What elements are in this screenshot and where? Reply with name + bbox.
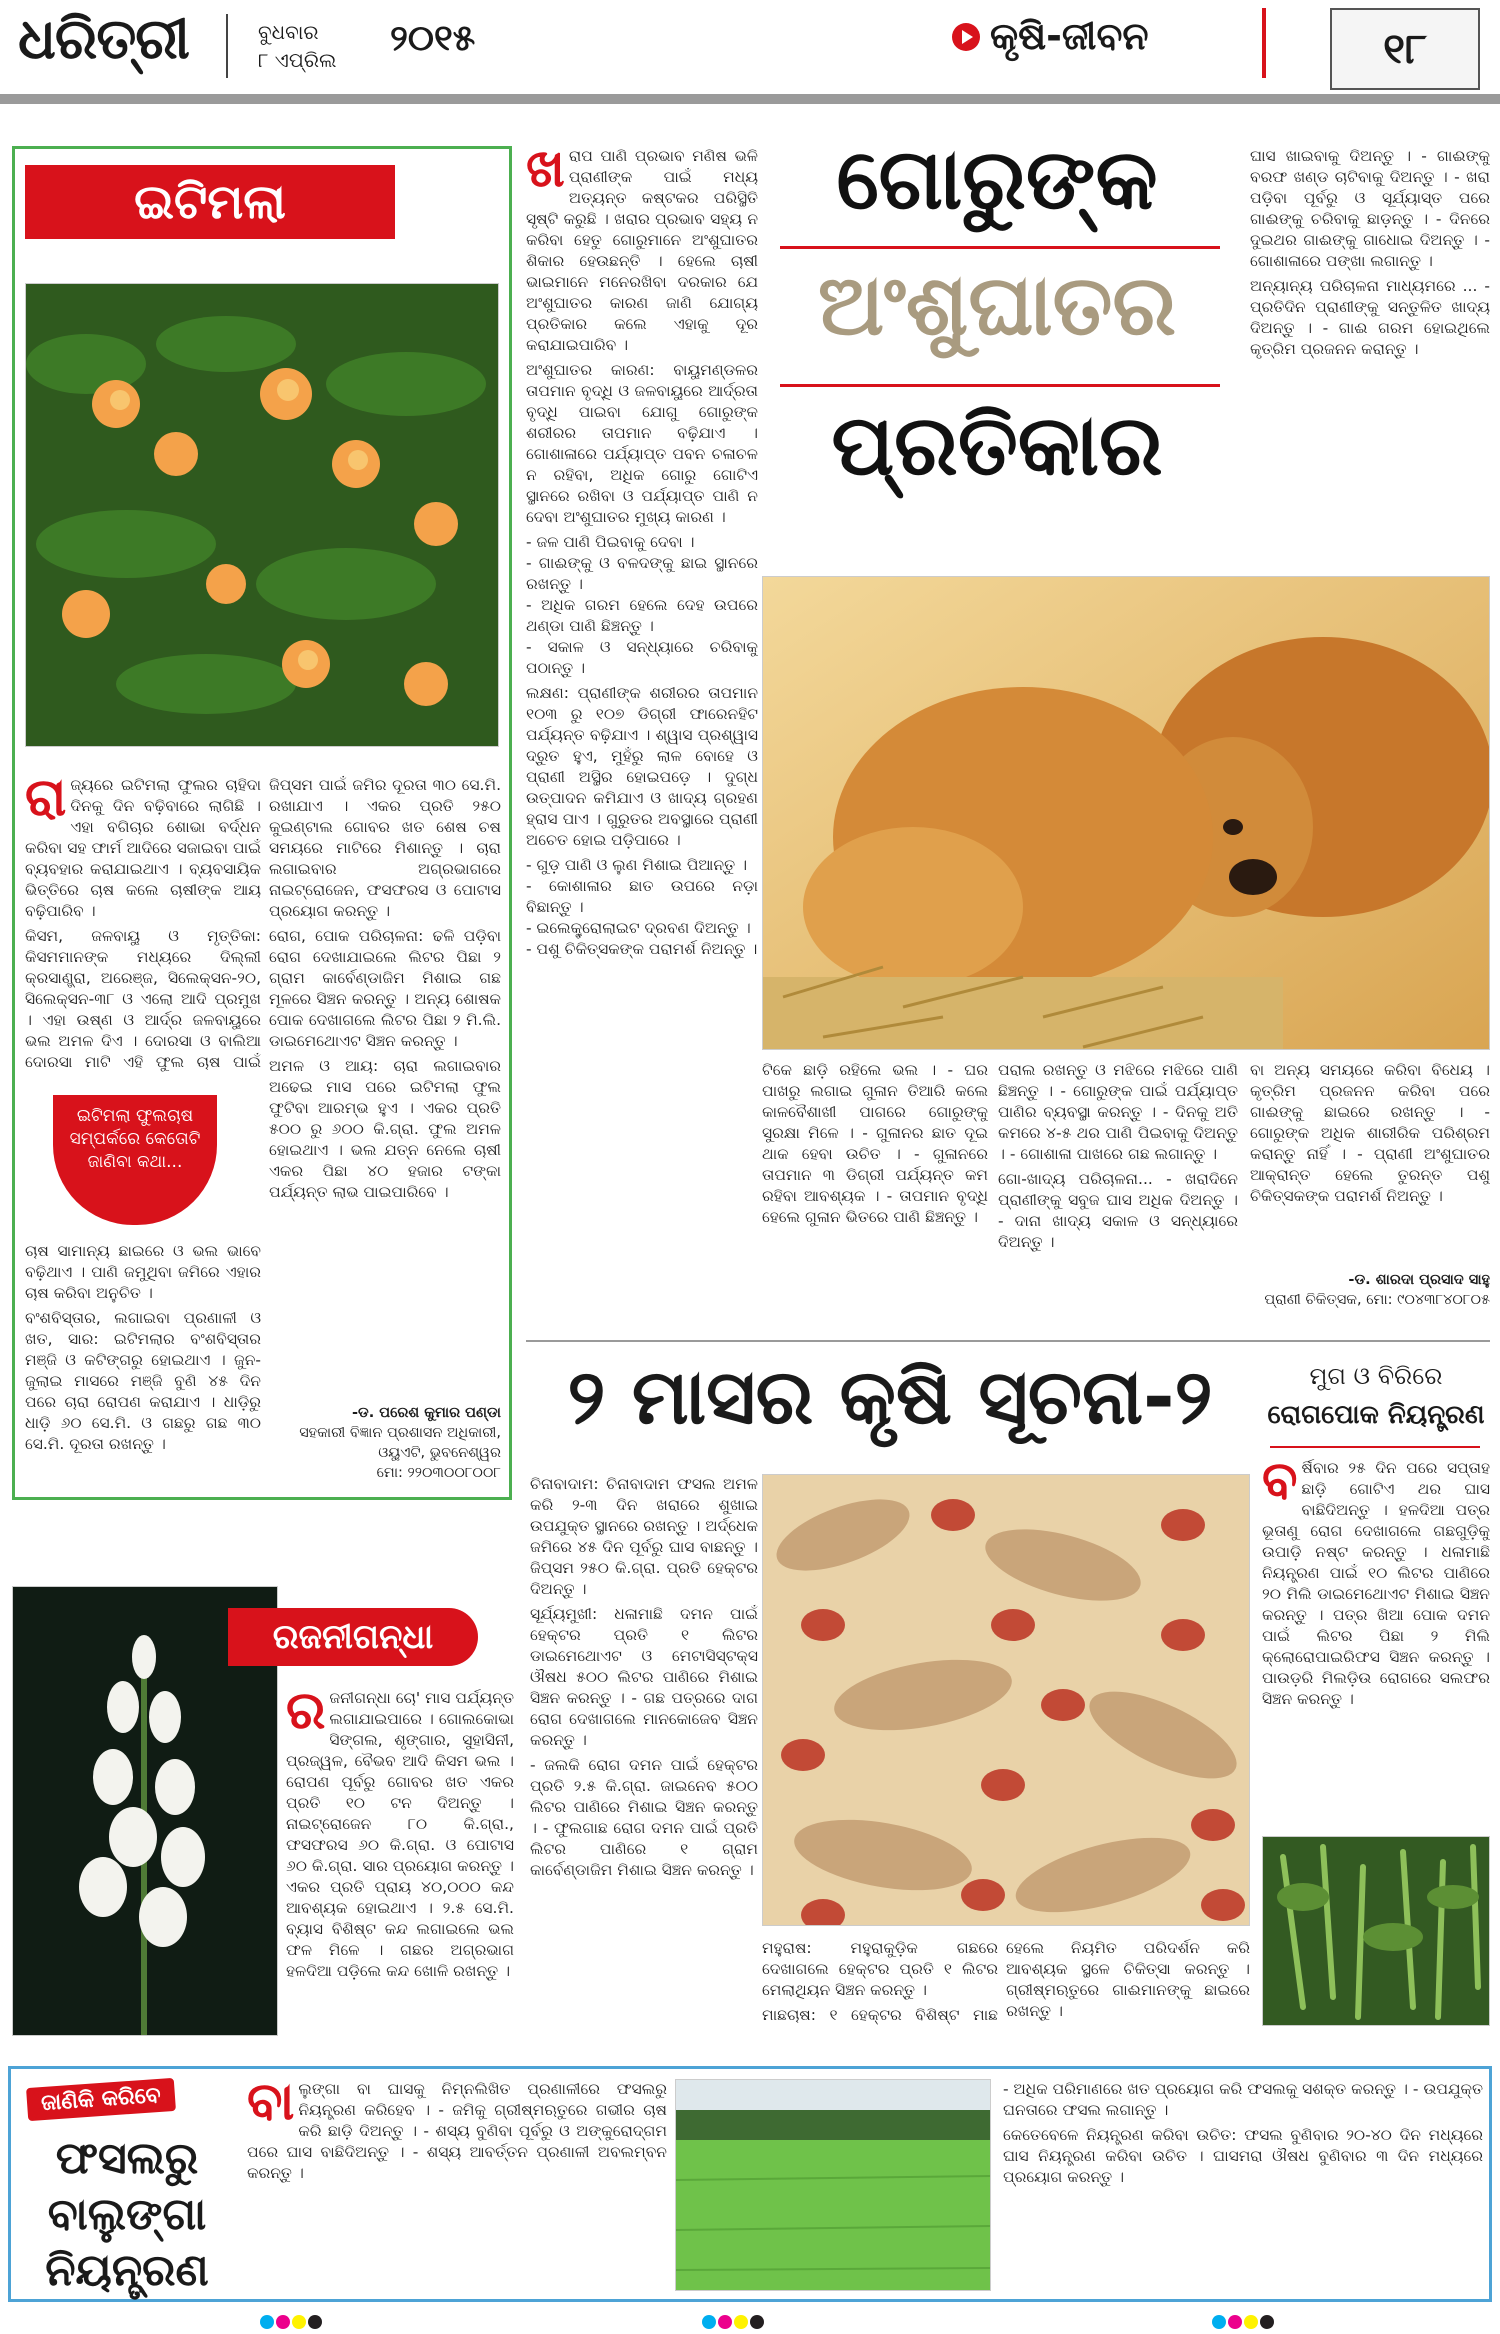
krishi-col2 (762, 1938, 998, 2028)
itimala-para: ଜିପ୍ସମ ପାଇଁ ଜମିର ଦୂରତା ୩୦ ସେ.ମି. ରଖାଯାଏ । ଏକର ପ୍ରତି ୨୫୦ କୁଇଣ୍ଟାଲ ଗୋବର ଖତ ଶେଷ ଚଷ ସମୟରେ ମାଟିରେ ମିଶାନ୍ତୁ । ଚାରା ଲଗାଇବାର ଅଗ୍ରଭାଗରେ ନାଇଟ୍ରୋଜେନ, ଫସଫରସ ଓ ପୋଟାସ ପ୍ରୟୋଗ କରନ୍ତୁ । (269, 776, 501, 920)
balunga-col1 (247, 2079, 667, 2295)
balunga-para: - ଅଧିକ ପରିମାଣରେ ଖତ ପ୍ରୟୋଗ କରି ଫସଲକୁ ସଶକ୍ତ କରନ୍ତୁ । - ଉପଯୁକ୍ତ ଘନତାରେ ଫସଲ ଲଗାନ୍ତୁ । (1003, 2080, 1483, 2119)
paddy-field-image (676, 2080, 991, 2291)
masthead-logo: ଧରିତ୍ରୀ (18, 6, 189, 72)
cyan-mark (1212, 2315, 1226, 2329)
krishi-para: ମହୁରାଷ: ମହୁରାକୁଡ଼ିକ ଗଛରେ ଦେଖାଗଲେ ହେକ୍ଟର ପ୍ରତି ୧ ଲିଟର ମେଲାଥିୟନ ସିଞ୍ଚନ କରନ୍ତୁ । (762, 1939, 998, 1999)
krishi-para: ହେଲେ ନିୟମିତ ପରିଦର୍ଶନ କରି ଆବଶ୍ୟକ ସ୍ଥଳେ ଚିକିତ୍ସା କରନ୍ତୁ । ଗ୍ରୀଷ୍ମଋତୁରେ ଗାଈମାନଙ୍କୁ ଛାଇରେ ରଖନ୍ତୁ । (1006, 1939, 1250, 2020)
section-divider (1262, 8, 1266, 78)
rajanigandha-title: ରଜନୀଗନ୍ଧା (228, 1608, 478, 1666)
krishi-para: ମାଛଚାଷ: ୧ ହେକ୍ଟର ବିଶିଷ୍ଟ ମାଛ (762, 2006, 998, 2024)
cow-para: ରାପ ପାଣି ପ୍ରଭାବ ମଣିଷ ଭଳି ପ୍ରାଣୀଙ୍କ ପାଇଁ ମଧ୍ୟ ଅତ୍ୟନ୍ତ କଷ୍ଟକର ପରିସ୍ଥିତି ସୃଷ୍ଟି କରୁଛି । ଖରାର ପ୍ରଭାବ ସହ୍ୟ ନ କରିବା ହେତୁ ଗୋରୁମାନେ ଅଂଶୁଘାତର ଶିକାର ହେଉଛନ୍ତି । ହେଲେ ଚାଷୀ ଭାଇମାନେ ମନେରଖିବା ଦରକାର ଯେ ଅଂଶୁଘାତର କାରଣ ଜାଣି ଯୋଗ୍ୟ ପ୍ରତିକାର କଲେ ଏହାକୁ ଦୂର କରାଯାଇପାରିବ । (526, 147, 758, 354)
groundnut-image (763, 1475, 1250, 1926)
field-photo (675, 2079, 991, 2291)
cow-col1 (526, 146, 758, 1182)
section-rule (526, 1340, 1490, 1342)
dropcap: ଖ (526, 146, 565, 199)
mung-title-line1: ମୁଗ ଓ ବିରିରେ (1309, 1362, 1443, 1390)
itimala-flowers-image (26, 284, 499, 747)
beans-image (1263, 1837, 1490, 2026)
mung-rule (1270, 1446, 1480, 1448)
masthead-date (258, 18, 336, 74)
cow-below-col3 (1250, 1060, 1490, 1260)
calves-image (763, 577, 1490, 1050)
cow-para: ଟିକେ ଛାଡ଼ି ରହିଲେ ଭଲ । - ଘର ପାଖରୁ ଲଗାଇ ଗୁଳାନ ତିଆରି କଲେ କାଳବୈଶାଖୀ ପାଗରେ ଗୋରୁଙ୍କୁ ସୁରକ୍ଷା ମିଳେ । - ଗୁଳାନର ଛାତ ଦୂଇ ଥାକ ହେବା ଉଚିତ । - ଗୁଳାନରେ ତାପମାନ ୩ ଡିଗ୍ରୀ ପର୍ଯ୍ୟନ୍ତ କମ ରହିବା ଆବଶ୍ୟକ । - ତାପମାନ ବୃଦ୍ଧି ହେଲେ ଗୁଳାନ ଭିତରେ ପାଣି ଛିଞ୍ଚନ୍ତୁ । (762, 1061, 988, 1226)
balunga-para: ଲୁଙ୍ଗା ବା ଘାସକୁ ନିମ୍ନଲିଖିତ ପ୍ରଣାଳୀରେ ଫସଲରୁ ନିୟନ୍ତ୍ରଣ କରିହେବ । - ଜମିକୁ ଗ୍ରୀଷ୍ମଋତୁରେ ଗଭୀର ଚାଷ କରି ଛାଡ଼ି ଦିଅନ୍ତୁ । - ଶସ୍ୟ ବୁଣିବା ପୂର୍ବରୁ ଓ ଅଙ୍କୁରୋଦ୍ଗମ ପରେ ଘାସ ବାଛିଦିଅନ୍ତୁ । - ଶସ୍ୟ ଆବର୍ତ୍ତନ ପ୍ରଣାଳୀ ଅବଲମ୍ବନ କରନ୍ତୁ । (247, 2080, 667, 2182)
balunga-title-line1: ଫସଲରୁ (55, 2133, 199, 2184)
itimala-box (12, 146, 512, 1500)
cow-title-rule (780, 246, 1220, 249)
masthead-rule (0, 94, 1500, 104)
byline-name: -ଡ. ଶାରଦା ପ୍ରସାଦ ସାହୁ (1348, 1272, 1490, 1288)
yellow-mark (292, 2315, 306, 2329)
cow-para: ବା ଅନ୍ୟ ସମୟରେ କରିବା ବିଧେୟ । କୃତ୍ରିମ ପ୍ରଜନନ କରିବା ପରେ ଗାଈଙ୍କୁ ଛାଇରେ ରଖନ୍ତୁ । - ଗୋରୁଙ୍କ ଅଧିକ ଶାରୀରିକ ପରିଶ୍ରମ କରାନ୍ତୁ ନାହିଁ । - ପ୍ରାଣୀ ଅଂଶୁଘାତର ଆକ୍ରାନ୍ତ ହେଲେ ତୁରନ୍ତ ପଶୁ ଚିକିତ୍ସକଙ୍କ ପରାମର୍ଶ ନିଅନ୍ତୁ । (1250, 1061, 1490, 1205)
itimala-byline (269, 1403, 501, 1495)
black-mark (308, 2315, 322, 2329)
yellow-mark (734, 2315, 748, 2329)
magenta-mark (1228, 2315, 1242, 2329)
mung-text-block (1262, 1458, 1490, 1828)
cow-title-rule (780, 384, 1220, 387)
itimala-callout: ଇଟିମଲା ଫୁଲଚାଷ ସମ୍ପର୍କରେ କେତୋଟି ଜାଣିବା କଥା... (53, 1095, 217, 1225)
dropcap: ବା (247, 2079, 295, 2132)
krishi-title: ୨ ମାସର କୃଷି ସୂଚନା-୨ (567, 1352, 1213, 1441)
registration-marks (1212, 2314, 1276, 2333)
cow-list: - ଜଳ ପାଣି ପିଇବାକୁ ଦେବା । - ଗାଈଙ୍କୁ ଓ ବଳଦଙ୍କୁ ଛାଇ ସ୍ଥାନରେ ରଖନ୍ତୁ । - ଅଧିକ ଗରମ ହେଲେ ଦେହ ଉପରେ ଥଣ୍ଡା ପାଣି ଛିଞ୍ଚନ୍ତୁ । - ସକାଳ ଓ ସନ୍ଧ୍ୟାରେ ଚରିବାକୁ ପଠାନ୍ତୁ । (526, 533, 758, 677)
byline-title: ସହକାରୀ ବିଜ୍ଞାନ ପ୍ରଶାସନ ଅଧିକାରୀ, ଓୟୁଏଟି, ଭୁବନେଶ୍ୱର (299, 1425, 501, 1461)
byline-title: ପ୍ରାଣୀ ଚିକିତ୍ସକ, ମୋ: ୯୦୪୩୮୪୦୮୦୫ (1264, 1292, 1490, 1308)
masthead (0, 0, 1500, 106)
black-mark (1260, 2315, 1274, 2329)
dropcap: ବ (1262, 1458, 1298, 1511)
masthead-year: ୨୦୧୫ (390, 18, 476, 59)
krishi-col3 (1006, 1938, 1250, 2028)
itimala-para: ଜ୍ୟରେ ଇଟିମଲା ଫୁଲର ଚାହିଦା ଦିନକୁ ଦିନ ବଢ଼ିବାରେ ଲାଗିଛି । ଏହା ବଗିଚାର ଶୋଭା ବର୍ଦ୍ଧନ କରିବା ସହ ଫାର୍ମ ଆଦିରେ ସଜାଇବା ପାଇଁ ବ୍ୟବହାର କରାଯାଇଥାଏ । ବ୍ୟବସାୟିକ ଭିତ୍ତିରେ ଚାଷ କଲେ ଚାଷୀଙ୍କ ଆୟ ବଢ଼ିପାରିବ । (25, 776, 261, 920)
balunga-col2 (1003, 2079, 1483, 2295)
groundnut-photo (762, 1474, 1250, 1926)
krishi-para: ଚିନାବାଦାମ: ଚିନାବାଦାମ ଫସଲ ଅମଳ କରି ୨-୩ ଦିନ ଖରାରେ ଶୁଖାଇ ଉପଯୁକ୍ତ ସ୍ଥାନରେ ରଖନ୍ତୁ । ଅର୍ଦ୍ଧେକ ଜମିରେ ୪୫ ଦିନ ପୂର୍ବରୁ ଘାସ ବାଛନ୍ତୁ । ଜିପ୍ସମ ୨୫୦ କି.ଗ୍ରା. ପ୍ରତି ହେକ୍ଟର ଦିଅନ୍ତୁ । (530, 1475, 758, 1598)
cow-below-col2 (998, 1060, 1238, 1330)
section-header (952, 14, 1149, 59)
cow-below-col1 (762, 1060, 988, 1330)
balunga-title-line3: ନିୟନ୍ତ୍ରଣ (45, 2245, 209, 2296)
itimala-photo (25, 283, 499, 747)
mung-title-line2: ରୋଗପୋକ ନିୟନ୍ତ୍ରଣ (1267, 1400, 1485, 1430)
balunga-box (8, 2066, 1492, 2302)
section-title: କୃଷି-ଜୀବନ (990, 14, 1149, 58)
cow-title-line3: ପ୍ରତିକାର (831, 396, 1163, 494)
krishi-para (1006, 2026, 1250, 2028)
beans-photo (1262, 1836, 1490, 2026)
cow-para: ପରାଲ ରଖନ୍ତୁ ଓ ମଝିରେ ମଝିରେ ପାଣି ଛିଞ୍ଚନ୍ତୁ । - ଗୋରୁଙ୍କ ପାଇଁ ପର୍ଯ୍ୟାପ୍ତ ପାଣିର ବ୍ୟବସ୍ଥା କରନ୍ତୁ । - ଦିନକୁ ଅତି କମରେ ୪-୫ ଥର ପାଣି ପିଇବାକୁ ଦିଅନ୍ତୁ । - ଗୋଶାଳା ପାଖରେ ଗଛ ଲଗାନ୍ତୁ । (998, 1061, 1238, 1163)
balunga-title-line2: ବାଲୁଙ୍ଗା (47, 2189, 207, 2240)
itimala-title: ଇଟିମଲା (25, 165, 395, 239)
masthead-divider (226, 14, 228, 78)
cow-para: ଅଂଶୁଘାତର କାରଣ: ବାୟୁମଣ୍ଡଳର ତାପମାନ ବୃଦ୍ଧି ଓ ଜଳବାୟୁରେ ଆର୍ଦ୍ରତା ବୃଦ୍ଧି ପାଇବା ଯୋଗୁ ଗୋରୁଙ୍କ ଶରୀରର ତାପମାନ ବଢ଼ିଯାଏ । ଗୋଶାଳାରେ ପର୍ଯ୍ୟାପ୍ତ ପବନ ଚଳାଚଳ ନ ରହିବା, ଅଧିକ ଗୋରୁ ଗୋଟିଏ ସ୍ଥାନରେ ରଖିବା ଓ ପର୍ଯ୍ୟାପ୍ତ ପାଣି ନ ଦେବା ଅଂଶୁଘାତର ମୁଖ୍ୟ କାରଣ । (526, 361, 758, 526)
balunga-tab: ଜାଣିକି କରିବେ (26, 2078, 176, 2121)
itimala-col1 (25, 775, 261, 1075)
mung-text: ର୍ଷିବାର ୨୫ ଦିନ ପରେ ସପ୍ତାହ ଛାଡ଼ି ଗୋଟିଏ ଥର ଘାସ ବାଛିଦିଅନ୍ତୁ । ହଳଦିଆ ପତ୍ର ଭୂତାଣୁ ରୋଗ ଦେଖାଗଲେ ଗଛଗୁଡ଼ିକୁ ଉପାଡ଼ି ନଷ୍ଟ କରନ୍ତୁ । ଧଳାମାଛି ନିୟନ୍ତ୍ରଣ ପାଇଁ ୧୦ ଲିଟର ପାଣିରେ ୨୦ ମିଲି ଡାଇମେଥୋଏଟ ମିଶାଇ ସିଞ୍ଚନ କରନ୍ତୁ । ପତ୍ର ଖିଆ ପୋକ ଦମନ ପାଇଁ ଲିଟର ପିଛା ୨ ମିଲି କ୍ଲୋରୋପାଇରିଫସ ସିଞ୍ଚନ କରନ୍ତୁ । ପାଉଡ଼ରି ମିଲଡ଼ିଉ ରୋଗରେ ସଲଫର ସିଞ୍ଚନ କରନ୍ତୁ । (1262, 1459, 1490, 1708)
itimala-para: ବଂଶବିସ୍ତାର, ଲଗାଇବା ପ୍ରଣାଳୀ ଓ ଖତ, ସାର: ଇଟିମଲାର ବଂଶବିସ୍ତାର ମଞ୍ଜି ଓ କଟିଙ୍ଗରୁ ହୋଇଥାଏ । ଜୁନ-ଜୁଲାଇ ମାସରେ ମଞ୍ଜି ବୁଣି ୪୫ ଦିନ ପରେ ଚାରା ରୋପଣ କରାଯାଏ । ଧାଡ଼ିରୁ ଧାଡ଼ି ୬୦ ସେ.ମି. ଓ ଗଛରୁ ଗଛ ୩୦ ସେ.ମି. ଦୂରତା ରଖନ୍ତୁ । (25, 1309, 261, 1453)
date: ୮ ଏପ୍ରିଲ (258, 48, 337, 72)
rajanigandha-text-block (286, 1688, 514, 2076)
weekday: ବୁଧବାର (258, 20, 319, 44)
yellow-mark (1244, 2315, 1258, 2329)
balunga-title (27, 2131, 227, 2299)
cow-col3 (1250, 146, 1490, 564)
byline-name: -ଡ. ପରେଶ କୁମାର ପଣ୍ଡା (351, 1405, 501, 1421)
cow-para: ଗୋ-ଖାଦ୍ୟ ପରିଚାଳନା... - ଖରାଦିନେ ପ୍ରାଣୀଙ୍କୁ ସବୁଜ ଘାସ ଅଧିକ ଦିଅନ୍ତୁ । - ଦାନା ଖାଦ୍ୟ ସକାଳ ଓ ସନ୍ଧ୍ୟାରେ ଦିଅନ୍ତୁ । (998, 1170, 1238, 1251)
cow-byline (1250, 1270, 1490, 1330)
black-mark (750, 2315, 764, 2329)
cow-para: ଅନ୍ୟାନ୍ୟ ପରିଚାଳନା ମାଧ୍ୟମରେ ... - ପ୍ରତିଦିନ ପ୍ରାଣୀଙ୍କୁ ସନ୍ତୁଳିତ ଖାଦ୍ୟ ଦିଅନ୍ତୁ । - ଗାଈ ଗରମ ହୋଇଥିଲେ କୃତ୍ରିମ ପ୍ରଜନନ କରାନ୍ତୁ । (1250, 277, 1490, 358)
itimala-para: ଅମଳ ଓ ଆୟ: ଚାରା ଲଗାଇବାର ଅଢେଇ ମାସ ପରେ ଇଟିମଲା ଫୁଲ ଫୁଟିବା ଆରମ୍ଭ ହୁଏ । ଏକର ପ୍ରତି ୫୦୦ ରୁ ୬୦୦ କି.ଗ୍ରା. ଫୁଲ ଅମଳ ହୋଇଥାଏ । ଭଲ ଯତ୍ନ ନେଲେ ଚାଷୀ ଏକର ପିଛା ୪୦ ହଜାର ଟଙ୍କା ପର୍ଯ୍ୟନ୍ତ ଲାଭ ପାଇପାରିବେ । (269, 1057, 501, 1201)
cow-list: - ଗୁଡ଼ ପାଣି ଓ ଲୁଣ ମିଶାଇ ପିଆନ୍ତୁ । - କୋଶାଳାର ଛାତ ଉପରେ ନଡ଼ା ବିଛାନ୍ତୁ । - ଇଲେକ୍ଟ୍ରୋଲାଇଟ ଦ୍ରବଣ ଦିଅନ୍ତୁ । - ପଶୁ ଚିକିତ୍ସକଙ୍କ ପରାମର୍ଶ ନିଅନ୍ତୁ । (526, 856, 758, 958)
krishi-col1 (530, 1474, 758, 2006)
itimala-para: ରୋଗ, ପୋକ ପରିଚାଳନା: ଢଳି ପଡ଼ିବା ରୋଗ ଦେଖାଯାଇଲେ ଲିଟର ପିଛା ୨ ଗ୍ରାମ କାର୍ବେଣ୍ଡାଜିମ ମିଶାଇ ଗଛ ମୂଳରେ ସିଞ୍ଚନ କରନ୍ତୁ । ଅନ୍ୟ ଶୋଷକ ପୋକ ଦେଖାଗଲେ ଲିଟର ପିଛା ୨ ମି.ଲି. ଡାଇମେଥୋଏଟ ସିଞ୍ଚନ କରନ୍ତୁ । (269, 927, 501, 1050)
magenta-mark (718, 2315, 732, 2329)
krishi-para: - ଜଲକି ରୋଗ ଦମନ ପାଇଁ ହେକ୍ଟର ପ୍ରତି ୨.୫ କି.ଗ୍ରା. ଜାଇନେବ ୫୦୦ ଲିଟର ପାଣିରେ ମିଶାଇ ସିଞ୍ଚନ କରନ୍ତୁ । - ଫୁଲଗାଛ ରୋଗ ଦମନ ପାଇଁ ପ୍ରତି ଲିଟର ପାଣିରେ ୧ ଗ୍ରାମ କାର୍ବେଣ୍ଡାଜିମ ମିଶାଇ ସିଞ୍ଚନ କରନ୍ତୁ । (530, 1756, 758, 1879)
cow-para: ଲକ୍ଷଣ: ପ୍ରାଣୀଙ୍କ ଶରୀରର ତାପମାନ ୧୦୩ ରୁ ୧୦୭ ଡିଗ୍ରୀ ଫାରେନହିଟ ପର୍ଯ୍ୟନ୍ତ ବଢ଼ିଯାଏ । ଶ୍ୱାସ ପ୍ରଶ୍ୱାସ ଦ୍ରୁତ ହୁଏ, ମୁହଁରୁ ଲାଳ ବୋହେ ଓ ପ୍ରାଣୀ ଅସ୍ଥିର ହୋଇପଡ଼େ । ଦୁଗ୍ଧ ଉତ୍ପାଦନ କମିଯାଏ ଓ ଖାଦ୍ୟ ଗ୍ରହଣ ହ୍ରାସ ପାଏ । ଗୁରୁତର ଅବସ୍ଥାରେ ପ୍ରାଣୀ ଅଚେତ ହୋଇ ପଡ଼ିପାରେ । (526, 684, 758, 849)
itimala-para: ଚାଷ ସାମାନ୍ୟ ଛାଇରେ ଓ ଭଲ ଭାବେ ବଢ଼ିଥାଏ । ପାଣି ଜମୁଥିବା ଜମିରେ ଏହାର ଚାଷ କରିବା ଅନୁଚିତ । (25, 1242, 261, 1302)
byline-phone: ମୋ: ୨୨୦୩୦୦୮୦୦୮ (376, 1465, 501, 1481)
itimala-col1-bottom (25, 1241, 261, 1493)
play-icon (952, 23, 980, 51)
cow-title-line1: ଗୋରୁଙ୍କ (836, 130, 1158, 228)
krishi-para: ସୂର୍ଯ୍ୟମୁଖୀ: ଧଳାମାଛି ଦମନ ପାଇଁ ହେକ୍ଟର ପ୍ରତି ୧ ଲିଟର ଡାଇମେଥୋଏଟ ଓ ମେଟାସିସ୍ଟକ୍ସ ଔଷଧ ୫୦୦ ଲିଟର ପାଣିରେ ମିଶାଇ ସିଞ୍ଚନ କରନ୍ତୁ । - ଗଛ ପତ୍ରରେ ଦାଗ ରୋଗ ଦେଖାଗଲେ ମାନକୋଜେବ ସିଞ୍ଚନ କରନ୍ତୁ । (530, 1605, 758, 1749)
dropcap: ରା (25, 775, 67, 828)
cow-para: ଘାସ ଖାଇବାକୁ ଦିଅନ୍ତୁ । - ଗାଈଙ୍କୁ ବରଫ ଖଣ୍ଡ ଚାଟିବାକୁ ଦିଅନ୍ତୁ । - ଖରା ପଡ଼ିବା ପୂର୍ବରୁ ଓ ସୂର୍ଯ୍ୟାସ୍ତ ପରେ ଗାଈଙ୍କୁ ଚରିବାକୁ ଛାଡ଼ନ୍ତୁ । - ଦିନରେ ଦୁଇଥର ଗାଈଙ୍କୁ ଗାଧୋଇ ଦିଅନ୍ତୁ । - ଗୋଶାଳାରେ ପଙ୍ଖା ଲଗାନ୍ତୁ । (1250, 147, 1490, 270)
rajanigandha-text: ଜନୀଗନ୍ଧା ଚୋ' ମାସ ପର୍ଯ୍ୟନ୍ତ ଲଗାଯାଇପାରେ । ଗୋଲକୋଭା ସିଙ୍ଗଲ, ଶୃଙ୍ଗାର, ସୁହାସିନୀ, ପ୍ରଜ୍ୱଳ, ବୈଭବ ଆଦି କିସମ ଭଲ । ରୋପଣ ପୂର୍ବରୁ ଗୋବର ଖତ ଏକର ପ୍ରତି ୧୦ ଟନ ଦିଅନ୍ତୁ । ନାଇଟ୍ରୋଜେନ ୮୦ କି.ଗ୍ରା., ଫସଫରସ ୬୦ କି.ଗ୍ରା. ଓ ପୋଟାସ ୬୦ କି.ଗ୍ରା. ସାର ପ୍ରୟୋଗ କରନ୍ତୁ । ଏକର ପ୍ରତି ପ୍ରାୟ ୪୦,୦୦୦ କନ୍ଦ ଆବଶ୍ୟକ ହୋଇଥାଏ । ୨.୫ ସେ.ମି. ବ୍ୟାସ ବିଶିଷ୍ଟ କନ୍ଦ ଲଗାଇଲେ ଭଲ ଫଳ ମିଳେ । ଗଛର ଅଗ୍ରଭାଗ ହଳଦିଆ ପଡ଼ିଲେ କନ୍ଦ ଖୋଳି ରଖନ୍ତୁ । (286, 1689, 514, 1980)
itimala-para: କିସମ, ଜଳବାୟୁ ଓ ମୃତ୍ତିକା: କିସମମାନଙ୍କ ମଧ୍ୟରେ ଦିଲ୍ଲୀ କ୍ରସାଣ୍ଡ୍ରା, ଅରେଞ୍ଜ, ସିଲେକ୍ସନ-୨୦, ସିଲେକ୍ସନ-୩୮ ଓ ଏଲୋ ଆଦି ପ୍ରମୁଖ । ଏହା ଉଷ୍ଣ ଓ ଆର୍ଦ୍ର ଜଳବାୟୁରେ ଭଲ ଅମଳ ଦିଏ । ଦୋରସା ଓ ବାଲିଆ ଦୋରସା ମାଟି ଏହି ଫୁଲ ଚାଷ ପାଇଁ (25, 927, 261, 1071)
cow-title-line2: ଅଂଶୁଘାତର (817, 256, 1177, 354)
page-number: ୧୮ (1330, 8, 1480, 90)
cyan-mark (702, 2315, 716, 2329)
dropcap: ର (286, 1688, 326, 1741)
itimala-col2 (269, 775, 501, 1395)
cow-photo (762, 576, 1490, 1050)
cyan-mark (260, 2315, 274, 2329)
registration-marks (260, 2314, 324, 2333)
magenta-mark (276, 2315, 290, 2329)
registration-marks (702, 2314, 766, 2333)
balunga-para: କେତେବେଳେ ନିୟନ୍ତ୍ରଣ କରିବା ଉଚିତ: ଫସଲ ବୁଣିବାର ୨୦-୪୦ ଦିନ ମଧ୍ୟରେ ଘାସ ନିୟନ୍ତ୍ରଣ କରିବା ଉଚିତ । ଘାସମରା ଔଷଧ ବୁଣିବାର ୩ ଦିନ ମଧ୍ୟରେ ପ୍ରୟୋଗ କରନ୍ତୁ । (1003, 2126, 1483, 2186)
